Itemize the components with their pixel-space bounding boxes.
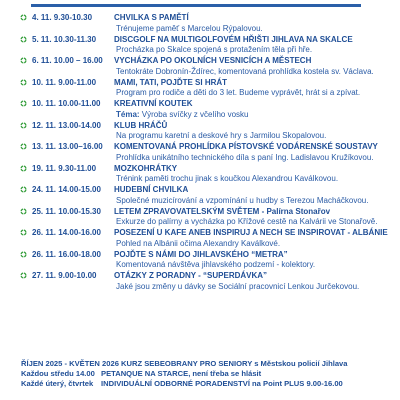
event-item (0, 206, 400, 228)
recycle-icon (20, 208, 27, 215)
event-date: 27. 11. 9.00-10.00 (32, 271, 97, 280)
event-description (116, 281, 359, 292)
footer-heading: ŘÍJEN 2025 - KVĚTEN 2026 KURZ SEBEOBRANY PRO SENIORY s Městskou policií Jihlava (21, 359, 348, 368)
footer-when: Každé úterý, čtvrtek (21, 379, 94, 388)
event-header (32, 55, 311, 66)
event-item (0, 34, 400, 56)
event-header (32, 249, 288, 260)
event-date: 24. 11. 14.00-15.00 (32, 185, 101, 194)
event-title: CHVILKA S PAMĚTÍ (114, 13, 189, 22)
event-title: POJĎTE S NÁMI DO JIHLAVSKÉHO “METRA” (114, 249, 288, 259)
event-item (0, 120, 400, 142)
event-description (116, 44, 312, 55)
event-header (32, 98, 193, 109)
recycle-icon (20, 57, 27, 64)
top-divider (31, 4, 361, 7)
event-description (116, 23, 263, 34)
event-date: 5. 11. 10.30-11.30 (32, 34, 97, 44)
event-description (116, 259, 315, 270)
event-description-label: Téma: (116, 109, 140, 119)
event-date: 26. 11. 14.00-16.00 (32, 228, 101, 237)
footer-row (21, 379, 391, 389)
event-description (116, 109, 249, 120)
event-header (32, 34, 353, 45)
footer (21, 359, 391, 389)
recycle-icon (20, 272, 27, 279)
event-header (32, 270, 267, 281)
event-header (32, 77, 227, 88)
event-description-text: Jaké jsou změny u dávky se Sociální pracovnicí Lenkou Jurčekovou. (116, 281, 360, 291)
footer-row (21, 369, 391, 379)
recycle-icon (20, 122, 27, 129)
event-item (0, 98, 400, 120)
event-date: 4. 11. 9.30-10.30 (32, 13, 93, 22)
event-item (0, 12, 400, 34)
event-item (0, 141, 400, 163)
event-description-text: Exkurze do palírny a vycházka po Křížové cestě na Kalvárii ve Stonařově. (116, 217, 378, 226)
event-list (0, 12, 400, 292)
event-description-text: Na programu karetní a deskové hry s Jarmilou Skopalovou. (116, 131, 327, 140)
event-header (32, 141, 378, 152)
footer-what: PETANQUE NA STARCE, není třeba se hlásit (101, 369, 262, 378)
event-date: 25. 11. 10.00-15.30 (32, 206, 101, 216)
footer-what: INDIVIDUÁLNÍ ODBORNÉ PORADENSTVÍ na Point PLUS 9.00-16.00 (101, 379, 343, 388)
event-date: 6. 11. 10.00 – 16.00 (32, 56, 103, 65)
recycle-icon (20, 36, 27, 43)
event-description-text: Prohlídka unikátního technického díla s paní Ing. Ladislavou Kružíkovou. (116, 152, 374, 162)
event-title: DISCGOLF NA MULTIGOLFOVÉM HŘIŠTI JIHLAVA NA SKALCE (114, 34, 353, 44)
event-item (0, 163, 400, 185)
event-description (116, 216, 377, 227)
event-item (0, 55, 400, 77)
event-description-text: Pohled na Albánii očima Alexandry Kaválkové. (116, 238, 281, 248)
event-title: LETEM ZPRAVOVATELSKÝM SVĚTEM - Palírna Stonařov (114, 206, 331, 216)
event-description-text: Procházka po Skalce spojená s protažením těla při hře. (116, 45, 313, 54)
event-item (0, 270, 400, 292)
event-title: KLUB HRÁČŮ (114, 120, 168, 130)
recycle-icon (20, 229, 27, 236)
event-title: OTÁZKY Z PORADNY - “SUPERDÁVKA” (114, 271, 268, 280)
event-header (32, 12, 189, 23)
recycle-icon (20, 186, 27, 193)
recycle-icon (20, 100, 27, 107)
event-item (0, 249, 400, 271)
event-item (0, 77, 400, 99)
event-title: VYCHÁZKA PO OKOLNÍCH VESNICÍCH A MĚSTECH (114, 56, 312, 65)
event-title: HUDEBNÍ CHVILKA (114, 185, 189, 194)
event-date: 19. 11. 9.30-11.00 (32, 163, 97, 173)
recycle-icon (20, 251, 27, 258)
event-description-text: Trénink paměti trochu jinak s koučkou Alexandrou Kaválkovou. (116, 174, 339, 183)
event-title: POSEZENÍ U KAFE ANEB INSPIRUJ A NECH SE INSPIROVAT - ALBÁNIE (114, 228, 388, 237)
event-title: MOZKOHRÁTKY (114, 163, 178, 173)
recycle-icon (20, 165, 27, 172)
event-description-text: Trénujeme paměť s Marcelou Rýpalovou. (116, 23, 263, 33)
event-description-text: Společné muzicírování a vzpomínání u hudby s Terezou Macháčkovou. (116, 195, 369, 205)
event-description-text: Komentovaná návštěva jihlavského podzemí - kolektory. (116, 260, 316, 269)
event-date: 10. 11. 9.00-11.00 (32, 77, 97, 87)
event-description-text: Program pro rodiče a děti do 3 let. Budeme vyprávět, hrát si a zpívat. (116, 88, 361, 97)
event-description (116, 195, 368, 206)
event-description (116, 238, 280, 249)
event-title: KOMENTOVANÁ PROHLÍDKA PÍSTOVSKÉ VODÁRENSKÉ SOUSTAVY (114, 142, 378, 151)
event-description-text: Tentokráte Dobronín-Ždírec, komentovaná prohlídka kostela sv. Václava. (116, 66, 374, 76)
event-description (116, 66, 374, 77)
event-description (116, 173, 338, 184)
event-title: KREATIVNÍ KOUTEK (114, 99, 193, 108)
event-header (32, 120, 167, 131)
recycle-icon (20, 143, 27, 150)
recycle-icon (20, 14, 27, 21)
event-date: 10. 11. 10.00-11.00 (32, 99, 101, 108)
event-date: 26. 11. 16.00-18.00 (32, 249, 101, 259)
event-description-text: Výroba svíčky z včelího vosku (139, 109, 249, 119)
event-header (32, 206, 330, 217)
event-item (0, 184, 400, 206)
event-description (116, 87, 360, 98)
event-header (32, 227, 388, 238)
event-header (32, 184, 188, 195)
event-item (0, 227, 400, 249)
event-header (32, 163, 177, 174)
event-description (116, 152, 374, 163)
footer-when: Každou středu 14.00 (21, 369, 95, 378)
recycle-icon (20, 79, 27, 86)
event-description (116, 130, 326, 141)
event-date: 12. 11. 13.00-14.00 (32, 120, 101, 130)
event-date: 13. 11. 13.00–16.00 (32, 142, 103, 151)
event-title: MAMI, TATI, POJĎTE SI HRÁT (114, 77, 228, 87)
